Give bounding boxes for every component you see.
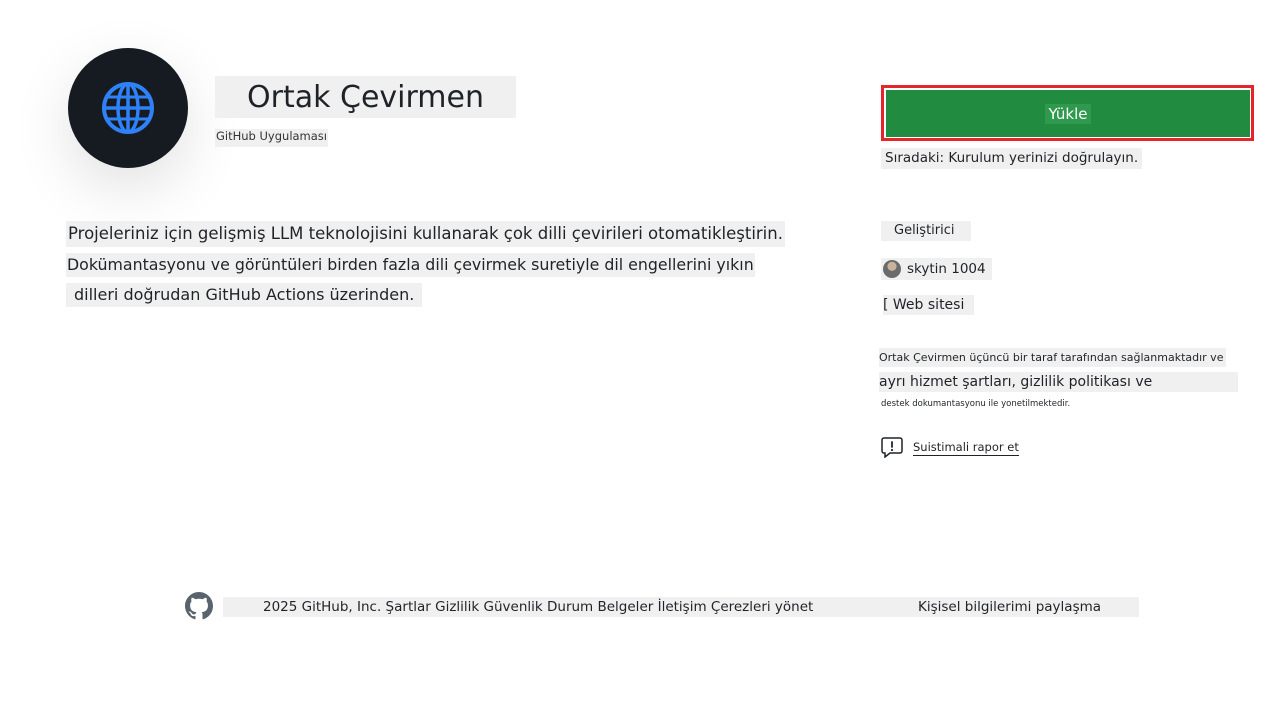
third-party-notice-line-2[interactable]: ayrı hizmet şartları, gizlilik politikası ve bbox=[879, 372, 1238, 392]
install-button[interactable] bbox=[886, 90, 1250, 137]
description-line-3: dilleri doğrudan GitHub Actions üzerinden. bbox=[66, 283, 422, 307]
next-step-text: Sıradaki: Kurulum yerinizi doğrulayın. bbox=[881, 148, 1142, 169]
app-logo bbox=[68, 48, 188, 168]
globe-icon bbox=[101, 81, 155, 135]
developer-name: skytin 1004 bbox=[907, 261, 986, 277]
app-type-label: GitHub Uygulaması bbox=[215, 129, 328, 147]
app-title: Ortak Çevirmen bbox=[215, 76, 516, 118]
description-line-1: Projeleriniz için gelişmiş LLM teknolojisini kullanarak çok dilli çevirileri otomatikleştirin. bbox=[66, 221, 785, 247]
report-abuse-link[interactable] bbox=[881, 436, 1019, 458]
description-line-2: Dokümantasyonu ve görüntüleri birden fazla dili çevirmek suretiyle dil engellerini yıkın bbox=[66, 253, 755, 277]
website-link[interactable]: [ Web sitesi bbox=[883, 295, 974, 315]
developer-heading: Geliştirici bbox=[881, 221, 971, 241]
github-logo-icon[interactable] bbox=[185, 592, 213, 620]
footer-privacy-link[interactable]: Kişisel bilgilerimi paylaşma bbox=[918, 599, 1102, 615]
third-party-notice-line-1: Ortak Çevirmen üçüncü bir taraf tarafından sağlanmaktadır ve bbox=[879, 348, 1226, 367]
install-button-label: Yükle bbox=[1045, 104, 1090, 124]
footer bbox=[223, 597, 1139, 617]
report-icon bbox=[881, 436, 903, 458]
developer-link[interactable] bbox=[881, 258, 992, 280]
third-party-notice-line-3: destek dokumantasyonu ile yonetilmektedir. bbox=[881, 399, 1071, 409]
report-abuse-label: Suistimali rapor et bbox=[913, 439, 1019, 454]
footer-links[interactable]: 2025 GitHub, Inc. Şartlar Gizlilik Güvenlik Durum Belgeler İletişim Çerezleri yönet bbox=[263, 599, 814, 615]
developer-avatar bbox=[883, 260, 901, 278]
